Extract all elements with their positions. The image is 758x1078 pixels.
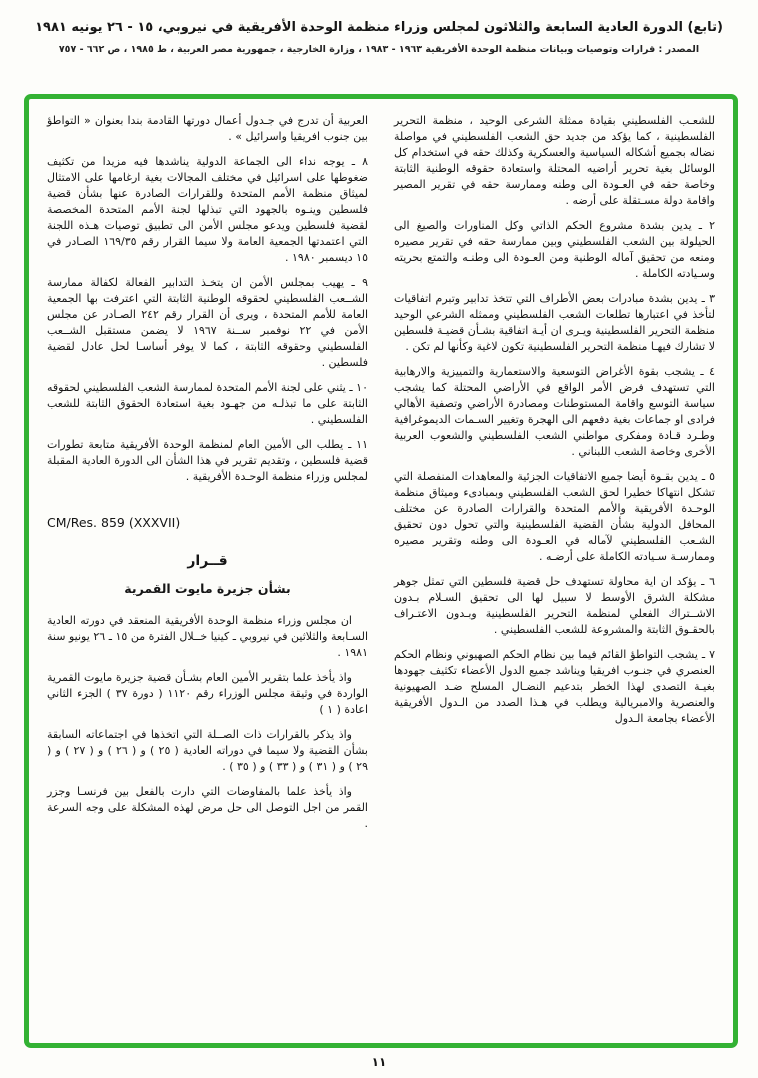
document-title: (تابع) الدورة العادية السابعة والثلاثون لمجلس وزراء منظمة الوحدة الأفريقية في نيروبي، ١٥ - ٢٦ يونيه ١٩٨١ xyxy=(35,20,723,35)
paragraph: ٥ ـ يدين بقـوة أيضا جميع الاتفاقيات الجزئية والمعاهدات المنفصلة التي تشكل انتهاكا خطيرا لحق الشعب الفلسطيني وبمبادىء وميثاق منظمة الوحـدة الأفريقية والأمم المتحدة والقرارات الصادرة عن مختلف المحافل الدولية بشأن القضية الفلسطينية والتي تحول دون تحقيق الشـعب الفلسطيني لآماله في العـودة الى وطنه وتقرير مصيره وممارسـة سـيادته الكاملة على أرضـه . xyxy=(394,470,715,563)
page-number: ١١ xyxy=(371,1055,387,1069)
paragraph: واذ يأخذ علما بالمفاوضات التي دارت بالفعل بين فرنسـا وجزر القمر من اجل التوصل الى حل مرض لهذه المشكلة على وجه السرعة . xyxy=(47,785,368,830)
paragraph: ٩ ـ يهيب بمجلس الأمن ان يتخـذ التدابير الفعالة لكفالة ممارسة الشــعب الفلسطيني لحقوقه الوطنية الثابتة التي اعترفت بها الجمعية العامة للأمم المتحدة ، ويرى أن القرار رقم ٢٤٢ الصـادر عن مجلس الأمن في ٢٢ نوفمبر ســنة ١٩٦٧ لا يضمن مستقبل الشــعب الفلسطيني وحقوقه الثابتة ، كما لا يوفر أساسـا لحل عادل لقضية فلسطين . xyxy=(47,276,369,369)
paragraph: ١٠ ـ يثني على لجنة الأمم المتحدة لممارسة الشعب الفلسطيني لحقوقه الثابتة على ما تبذلـه من جهـود بغية استعادة الحقوق الثابتة للشعب الفلسطيني . xyxy=(47,381,368,426)
right-column xyxy=(394,113,715,1029)
two-column-text xyxy=(47,113,715,1029)
paragraph: العربية أن تدرج في جـدول أعمال دورتها القادمة بندا بعنوان « التواطؤ بين جنوب افريقيا واسرائيل » . xyxy=(47,114,368,143)
paragraph: ٢ ـ يدين بشدة مشروع الحكم الذاتي وكل المناورات والصيغ الى الحيلولة بين الشعب الفلسطيني وبين ممارسة حقه في تقرير مصيره ومنعه من تحقيق آماله الوطنية ومن العـودة الى وطنـه والتمتع بحريته وسـيادته الكاملة . xyxy=(394,219,715,280)
page-header xyxy=(0,0,758,55)
paragraph: ٧ ـ يشجب التواطؤ القائم فيما بين نظام الحكم الصهيوني ونظام الحكم العنصري في جنـوب افريقيا ويناشد جميع الدول الأعضاء تكثيف جهودها بغيـة التصدى لهذا الخطر بتدعيم النضـال المسلح ضـد الصهيونية والعنصرية والامبريالية ويطلب في هـذا الصدد من الـدول الأفريقية الأعضاء بجامعة الـدول xyxy=(394,648,715,725)
left-column xyxy=(47,113,368,1029)
paragraph: ٦ ـ يؤكد ان اية محاولة تستهدف حل قضية فلسطين التي تمثل جوهر مشكلة الشرق الأوسط لا سبيل لها الى تحقيق السـلام بـدون الاشــتراك الفعلي لمنظمة التحرير الفلسطينية وبـدون الاعتـراف بالحقـوق الثابتة والمشروعة للشعب الفلسطيني . xyxy=(394,575,715,636)
paragraph: واذ يذكر بالقرارات ذات الصــلة التي اتخذها في اجتماعاته السابقة بشأن القضية ولا سيما في دوراته العادية ( ٢٥ ) و ( ٢٦ ) و ( ٢٧ ) و ( ٢٩ ) و ( ٣١ ) و ( ٣٣ ) و ( ٣٥ ) . xyxy=(47,728,368,773)
resolution-id: CM/Res. 859 (XXXVII) xyxy=(47,515,181,530)
resolution-title: قــرار xyxy=(187,553,228,569)
paragraph: ٣ ـ يدين بشدة مبادرات بعض الأطراف التي تتخذ تدابير وتبرم اتفاقيات لتأخذ في اعتبارها تطلعات الشعب الفلسطيني وممثله الشرعي الوحيد منظمة التحرير الفلسطينية ويـرى ان أيـة اتفاقية بشـأن قضيـة فلسطين لا تشارك فيهـا منظمة التحرير الفلسطينية تكون لاغية وكأنها لم تكن . xyxy=(394,292,715,353)
paragraph: واذ يأخذ علما بتقرير الأمين العام بشـأن قضية جزيرة مايوت القمرية الواردة في وثيقة مجلس الوزراء رقم ١١٢٠ ( دورة ٣٧ ) الجزء الثاني اعادة ( ١ ) xyxy=(47,671,368,716)
paragraph: ٤ ـ يشجب بقوة الأغراض التوسعية والاستعمارية والتمييزية والارهابية التي تستهدف فرض الأمر الواقع في الأراضي المحتلة كما يشجب سياسة التوسع واقامة المستوطنات ومصادرة الأراضي وتصفية الأهالي فرادى او جماعات بغية دفعهم الى الهجرة وتغيير السـمات الديموغرافية وطـرد قـادة ومفكرى مواطني الشعب الفلسطيني والشعوب العربية الأخرى وخاصة الشعب اللبناني . xyxy=(394,365,715,458)
content-border-box xyxy=(24,94,738,1048)
paragraph: ١١ ـ يطلب الى الأمين العام لمنظمة الوحدة الأفريقية متابعة تطورات قضية فلسطين ، وتقديم تقرير في هذا الشأن الى الدورة العادية المقبلة لمجلس وزراء منظمة الوحـدة الأفريقية . xyxy=(47,438,368,483)
paragraph: للشعـب الفلسطيني بقيادة ممثلة الشرعى الوحيد ، منظمة التحرير الفلسطينية ، كما يؤكد من جديد حق الشعب الفلسطيني في مواصلة نضاله بجميع أشكاله السياسية والعسكرية وكذلك حقه في استخدام كل الوسائل بغية تحرير أراضيه المحتلة واستعادة حقوقه الوطنية الثابتة وخاصة حقه في العـودة الى وطنه وممارسة حقه في تقرير المصير واقامة دولة مسـتقلة على أرضه . xyxy=(394,114,715,207)
paragraph: ان مجلس وزراء منظمة الوحدة الأفريقية المنعقد في دورته العادية السـابعة والثلاثين في نيروبي ـ كينيا خــلال الفترة من ١٥ ـ ٢٦ يونيو سنة ١٩٨١ . xyxy=(47,614,369,659)
paragraph: ٨ ـ يوجه نداء الى الجماعة الدولية يناشدها فيه مزيدا من تكثيف ضغوطها على اسرائيل في مختلف المجالات بغية ارغامها على الامتثال لميثاق منظمة الأمم المتحدة وللقرارات الصادرة عنها بشأن قضية فلسطين وينـوه بالجهود التي تبذلها لجنة الأمم المتحدة المخصصة لقضية فلسطين ويدعو مجلس الأمن الى تطبيق توصيات هـذه اللجنة التي اعتمدتها الجمعية العامة ولا سيما القرار رقم ١٦٩/٣٥ الصـادر في ١٥ ديسمبر ١٩٨٠ . xyxy=(47,155,368,264)
resolution-subject: بشأن جزيرة مايوت القمرية xyxy=(124,581,291,596)
document-source-line: المصدر : قرارات وتوصيات وبيانات منظمة الوحدة الأفريقية ١٩٦٣ - ١٩٨٣ ، وزارة الخارجية ، جمهورية مصر العربية ، ط ١٩٨٥ ، ص ٦٦٢ - ٧٥٧ xyxy=(58,44,700,55)
